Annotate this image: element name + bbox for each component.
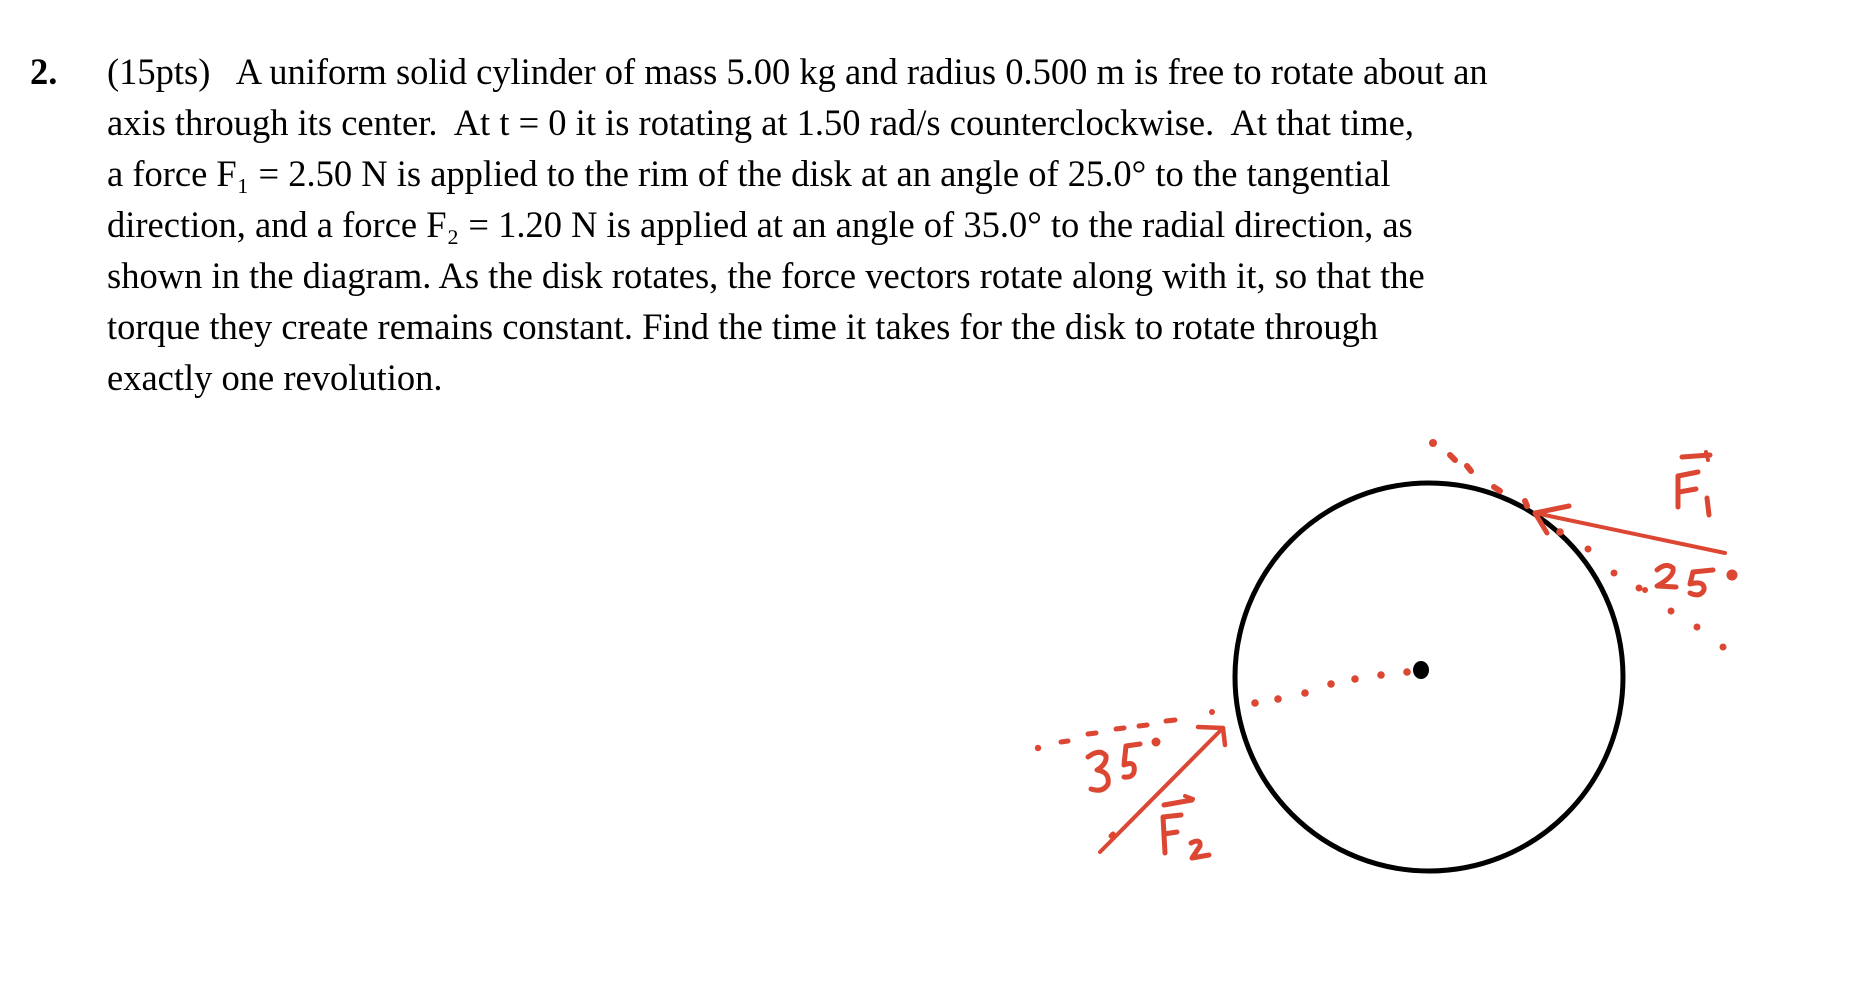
problem-line-4: direction, and a force F₂ = 1.20 N is applied at an angle of 35.0° to the radial direction, as	[107, 204, 1413, 245]
force1-angle-label	[1642, 565, 1738, 594]
problem-line-5: shown in the diagram. As the disk rotates, the force vectors rotate along with it, so that the	[107, 255, 1425, 296]
force2-angle-label	[1088, 738, 1161, 791]
problem-line-6: torque they create remains constant. Find the time it takes for the disk to rotate through	[107, 306, 1379, 347]
problem-line-2: axis through its center. At t = 0 it is rotating at 1.50 rad/s counterclockwise. At that time,	[107, 102, 1414, 143]
force2-label	[1163, 796, 1209, 858]
problem-line-1: (15pts) A uniform solid cylinder of mass 5.00 kg and radius 0.500 m is free to rotate about an	[107, 51, 1488, 92]
problem-number: 2.	[30, 51, 58, 92]
force1-label	[1678, 452, 1710, 515]
disk-outline	[1235, 483, 1623, 871]
disk-center-dot	[1413, 661, 1429, 679]
problem-line-7: exactly one revolution.	[107, 357, 443, 398]
problem-line-3: a force F₁ = 2.50 N is applied to the rim of the disk at an angle of 25.0° to the tangential	[107, 153, 1391, 194]
force1-arrow	[1535, 506, 1725, 553]
